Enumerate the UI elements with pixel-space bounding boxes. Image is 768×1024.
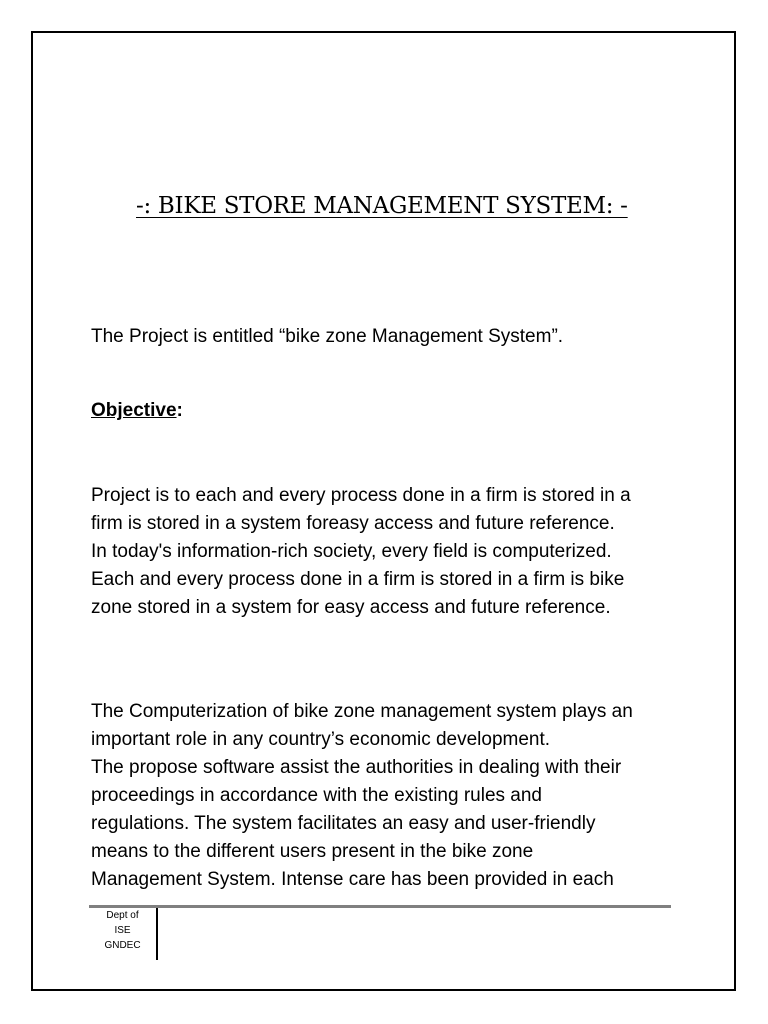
paragraph-line: The propose software assist the authorities in dealing with their <box>91 757 622 778</box>
footer-dept-line: Dept of <box>106 910 139 921</box>
footer-divider <box>156 908 158 960</box>
paragraph-line: regulations. The system facilitates an easy and user-friendly <box>91 813 596 834</box>
intro-paragraph: The Project is entitled “bike zone Management System”. <box>91 326 564 347</box>
paragraph-line: Project is to each and every process done in a firm is stored in a <box>91 485 631 506</box>
paragraph-line: firm is stored in a system foreasy access and future reference. <box>91 513 615 534</box>
paragraph-line: Each and every process done in a firm is stored in a firm is bike <box>91 569 625 590</box>
objective-heading-colon: : <box>176 400 183 421</box>
objective-heading <box>91 397 183 425</box>
footer-department <box>89 908 156 953</box>
computerization-paragraph <box>91 698 701 894</box>
objective-paragraph <box>91 482 691 622</box>
paragraph-line: proceedings in accordance with the existing rules and <box>91 785 542 806</box>
paragraph-line: important role in any country’s economic development. <box>91 729 551 750</box>
objective-heading-label: Objective <box>91 400 177 421</box>
paragraph-line: In today's information-rich society, every field is computerized. <box>91 541 612 562</box>
paragraph-line: The Computerization of bike zone management system plays an <box>91 701 633 722</box>
footer-dept-line: ISE <box>114 925 131 936</box>
paragraph-line: zone stored in a system for easy access and future reference. <box>91 597 611 618</box>
footer-dept-line: GNDEC <box>104 940 141 951</box>
document-title: -: BIKE STORE MANAGEMENT SYSTEM: - <box>136 193 628 219</box>
paragraph-line: Management System. Intense care has been provided in each <box>91 869 614 890</box>
footer-rule <box>89 905 671 908</box>
paragraph-line: means to the different users present in the bike zone <box>91 841 534 862</box>
